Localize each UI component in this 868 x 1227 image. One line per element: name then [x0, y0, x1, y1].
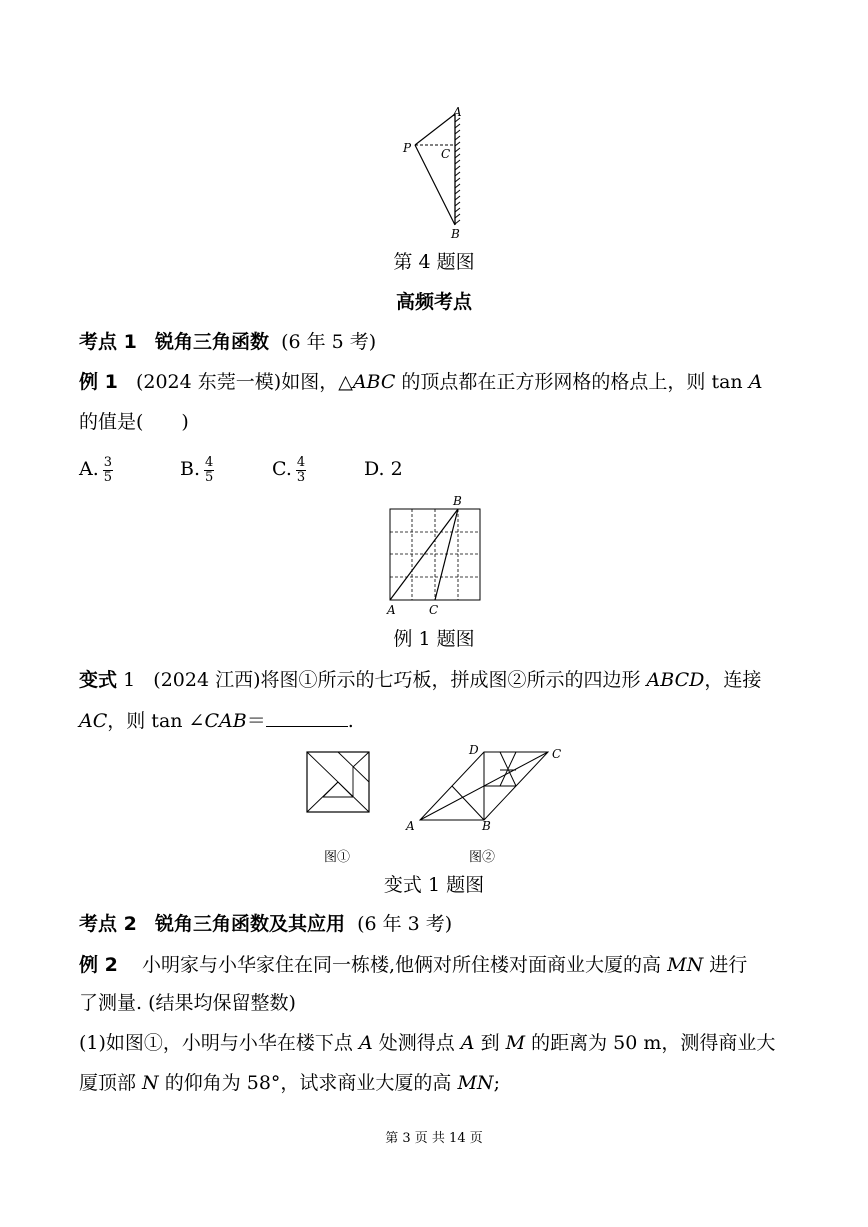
option-c-fraction [296, 456, 306, 485]
option-d-letter: D. [364, 458, 385, 480]
ex2-q1-A1: A [358, 1032, 373, 1054]
option-c[interactable] [272, 449, 310, 489]
option-a-num: 3 [103, 454, 113, 470]
var1-abcd: ABCD [646, 669, 705, 691]
ex2-q1-M: M [505, 1032, 526, 1054]
figure-4-caption: 第 4 题图 [393, 251, 475, 273]
ex2-text-a: 小明家与小华家住在同一栋楼,他俩对所住楼对面商业大厦的高 [142, 954, 668, 976]
option-d[interactable] [364, 449, 403, 489]
fig4-label-C: C [441, 147, 451, 161]
example-2-question-1-line-2 [79, 1071, 500, 1095]
option-b-fraction [204, 456, 214, 485]
option-b-den: 5 [205, 469, 214, 485]
example-2-question-1-line-1 [79, 1031, 775, 1055]
var1-ac: AC [79, 710, 108, 732]
kp2-note: (6 年 3 考) [357, 913, 453, 935]
ex2-q1-a: (1)如图①，小明与小华在楼下点 [79, 1032, 359, 1054]
kp1-title: 锐角三角函数 [154, 331, 269, 353]
var1-label: 变式 [79, 669, 118, 691]
kp1-note: (6 年 5 考) [281, 331, 377, 353]
ex1-fig-label-C: C [429, 603, 439, 617]
ex2-q1-c: 到 [474, 1032, 506, 1054]
ex2-q1-N: N [142, 1072, 159, 1094]
var1-text-d: ＝ [246, 710, 266, 732]
option-c-letter: C. [272, 458, 292, 480]
option-a-den: 5 [103, 469, 113, 485]
option-c-den: 3 [296, 469, 306, 485]
kp2-title: 锐角三角函数及其应用 [154, 913, 345, 935]
var1-num: 1 [123, 669, 136, 691]
option-b-letter: B. [180, 458, 201, 480]
example-1-caption: 例 1 题图 [393, 628, 475, 650]
ex2-mn: MN [667, 954, 704, 976]
option-a-fraction [103, 456, 113, 485]
section-title: 高频考点 [395, 291, 472, 313]
example-2-line-2: 了测量. (结果均保留整数) [79, 992, 296, 1014]
ex1-a: A [748, 371, 763, 393]
ex1-abc: ABC [352, 371, 396, 393]
ex1-fig-label-A: A [387, 603, 396, 617]
fig4-label-P: P [403, 141, 412, 155]
ex2-q1-e: 厦顶部 [79, 1072, 143, 1094]
option-a[interactable] [79, 449, 117, 489]
example-2-line-1 [79, 953, 747, 977]
example-1-grid-figure [380, 492, 490, 618]
ex2-q1-A2: A [460, 1032, 475, 1054]
var1-text-e: . [347, 710, 354, 732]
var1-source: (2024 江西) [153, 669, 261, 691]
var1-fig-label-D: D [469, 743, 479, 757]
tangram-figure-2 [400, 740, 570, 832]
ex1-text-a: 如图，△ [281, 371, 353, 393]
var1-fig-label-A: A [406, 819, 415, 832]
ex2-q1-b: 处测得点 [372, 1032, 461, 1054]
answer-blank[interactable] [266, 708, 348, 727]
fig4-label-B: B [451, 227, 460, 241]
option-d-value: 2 [390, 458, 403, 480]
fig4-label-A: A [453, 105, 462, 119]
kp1-label: 考点 1 [79, 331, 137, 353]
ex2-label: 例 2 [79, 954, 118, 976]
ex2-q1-d: 的距离为 50 m，测得商业大 [525, 1032, 776, 1054]
example-1-line-2: 的值是( ) [79, 411, 189, 433]
kp2-label: 考点 2 [79, 913, 137, 935]
ex1-text-b: 的顶点都在正方形网格的格点上，则 tan [395, 371, 749, 393]
tangram-figure-1-caption: 图① [324, 850, 351, 865]
variant-1-line-2 [79, 708, 354, 733]
option-b-num: 4 [205, 454, 214, 470]
option-a-letter: A. [79, 458, 99, 480]
figure-4 [395, 100, 475, 245]
ex2-q1-MN: MN [457, 1072, 494, 1094]
example-1-line-1 [79, 370, 762, 394]
var1-text-c: ，则 tan ∠ [107, 710, 205, 732]
ex2-text-b: 进行 [703, 954, 748, 976]
var1-fig-label-B: B [482, 819, 491, 832]
var1-text-a: 将图①所示的七巧板，拼成图②所示的四边形 [260, 669, 647, 691]
ex1-label: 例 1 [79, 371, 118, 393]
ex1-source: (2024 东莞一模) [135, 371, 282, 393]
page-footer: 第 3 页 共 14 页 [385, 1131, 483, 1146]
var1-cab: CAB [204, 710, 247, 732]
tangram-figure-1 [305, 750, 371, 814]
ex2-q1-f: 的仰角为 58°，试求商业大厦的高 [158, 1072, 458, 1094]
ex2-q1-g: ; [493, 1072, 500, 1094]
knowledge-point-1 [79, 330, 376, 354]
ex1-fig-label-B: B [453, 494, 462, 508]
option-b[interactable] [180, 449, 218, 489]
var1-fig-label-C: C [552, 747, 562, 761]
knowledge-point-2 [79, 912, 452, 936]
tangram-figure-2-caption: 图② [469, 850, 496, 865]
variant-1-caption: 变式 1 题图 [383, 874, 485, 896]
variant-1-line-1 [79, 668, 761, 692]
option-c-num: 4 [296, 454, 306, 470]
var1-text-b: ，连接 [704, 669, 762, 691]
